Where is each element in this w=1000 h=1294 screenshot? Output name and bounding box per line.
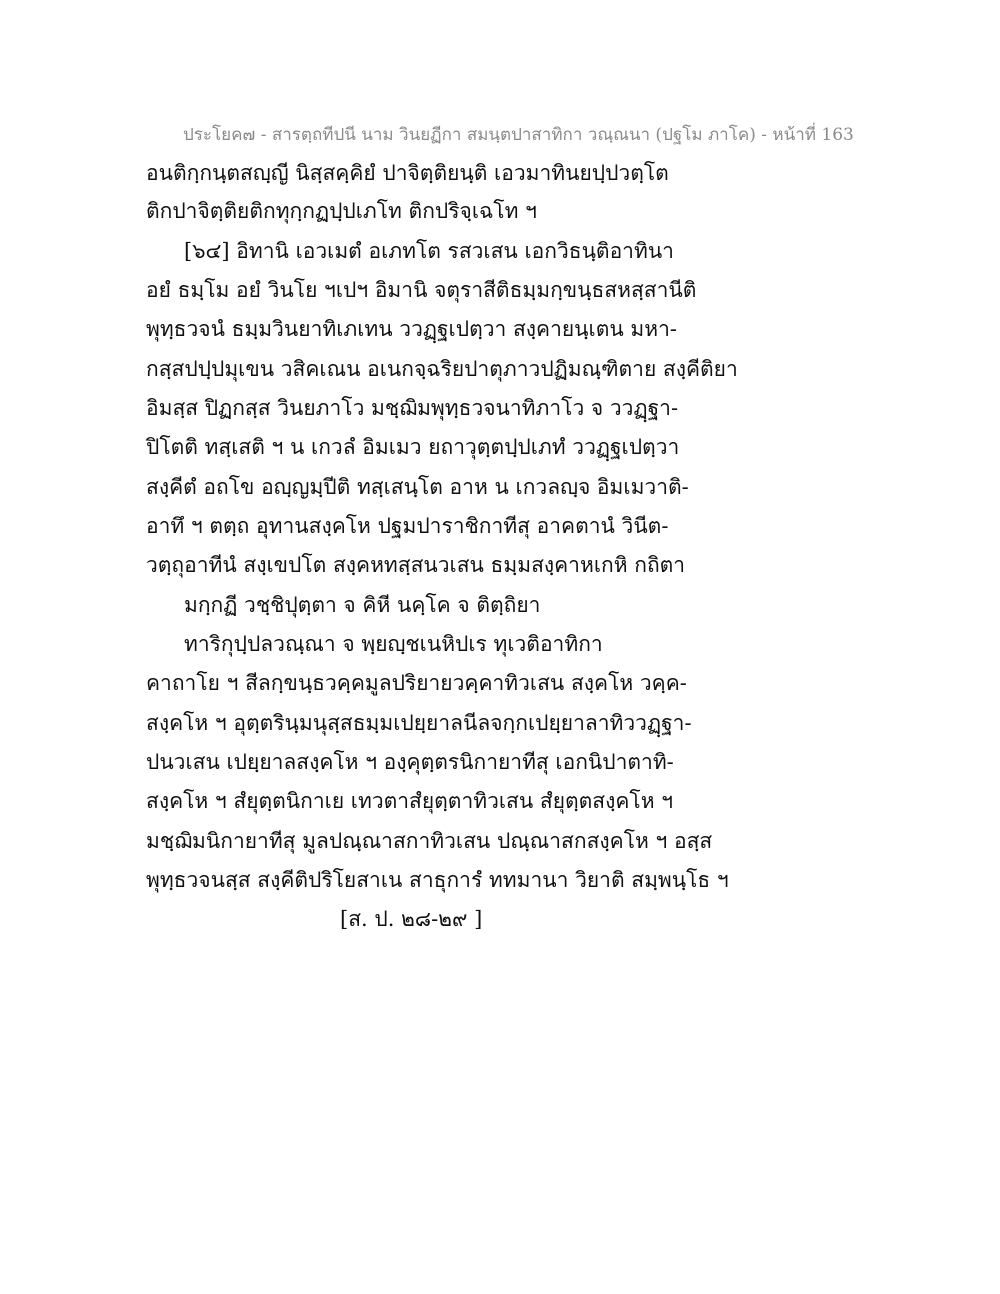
body-line: [๖๔] อิทานิ เอวเมตํ อเภทโต รสวเสน เอกวิธนฺติอาทินา — [184, 239, 674, 263]
body-line: สงฺคโห ฯ สํยุตฺตนิกาเย เทวตาสํยุตฺตาทิวเสน สํยุตฺตสงฺคโห ฯ — [146, 789, 673, 813]
verse-line: ทาริกุปฺปลวณฺณา จ พฺยญฺชเนหิปเร ทุเวติอาทิกา — [184, 632, 603, 656]
body-line: กสฺสปปฺปมุเขน วสิคเณน อเนกจฺฉริยปาตุภาวปฏิมณฺฑิตาย สงฺคีติยา — [146, 357, 738, 381]
body-line: คาถาโย ฯ สีลกฺขนฺธวคฺคมูลปริยายวคฺคาทิวเสน สงฺคโห วคฺค- — [146, 671, 687, 695]
body-line: พุทฺธวจนสฺส สงฺคีติปริโยสาเน สาธุการํ ททมานา วิยาติ สมฺพนฺโธ ฯ — [146, 868, 729, 892]
body-line: อิมสฺส ปิฏกสฺส วินยภาโว มชฺฌิมพุทฺธวจนาทิภาโว จ ววฏฺฐา- — [146, 396, 679, 420]
verse-line: มกฺกฏี วชฺชิปุตฺตา จ คิหี นคฺโค จ ติตฺถิยา — [184, 593, 541, 617]
body-line: พุทฺธวจนํ ธมฺมวินยาทิเภเทน ววฏฺฐเปตฺวา สงฺคายนฺเตน มหา- — [146, 317, 677, 341]
body-line: ติกปาจิตฺติยติกทุกฺกฏปฺปเภโท ติกปริจฺเฉโท ฯ — [146, 199, 537, 223]
body-line: สงฺคโห ฯ อุตฺตรินฺมนุสฺสธมฺมเปยฺยาลนีลจกฺกเปยฺยาลาทิววฏฺฐา- — [146, 711, 692, 735]
reference-citation: [ส. ป. ๒๘-๒๙ ] — [340, 907, 483, 931]
body-line: อยํ ธมฺโม อยํ วินโย ฯเปฯ อิมานิ จตุราสีติธมฺมกฺขนฺธสหสฺสานีติ — [146, 278, 697, 302]
body-line: ปนวเสน เปยฺยาลสงฺคโห ฯ องฺคุตฺตรนิกายาทีสุ เอกนิปาตาทิ- — [146, 750, 674, 774]
body-line: ปิโตติ ทสฺเสติ ฯ น เกวลํ อิมเมว ยถาวุตฺตปฺปเภทํ ววฏฺฐเปตฺวา — [146, 435, 680, 459]
body-line: อนติกฺกนฺตสญฺญี นิสฺสคฺคิยํ ปาจิตฺติยนฺติ เอวมาทินยปฺปวตฺโต — [146, 161, 669, 185]
page-header: ประโยค๗ - สารตฺถทีปนี นาม วินยฏีกา สมนฺตปาสาทิกา วณฺณนา (ปฐโม ภาโค) - หน้าที่ 163 — [183, 125, 854, 145]
body-line: อาทึ ฯ ตตฺถ อุทานสงฺคโห ปฐมปาราชิกาทีสุ อาคตานํ วินีต- — [146, 514, 669, 538]
body-line: สงฺคีตํ อถโข อญฺญมฺปีติ ทสฺเสนฺโต อาห น เกวลญฺจ อิมเมวาติ- — [146, 475, 689, 499]
body-line: วตฺถุอาทีนํ สงฺเขปโต สงฺคหทสฺสนวเสน ธมฺมสงฺคาหเกหิ กถิตา — [146, 553, 686, 577]
body-line: มชฺฌิมนิกายาทีสุ มูลปณฺณาสกาทิวเสน ปณฺณาสกสงฺคโห ฯ อสฺส — [146, 829, 713, 853]
